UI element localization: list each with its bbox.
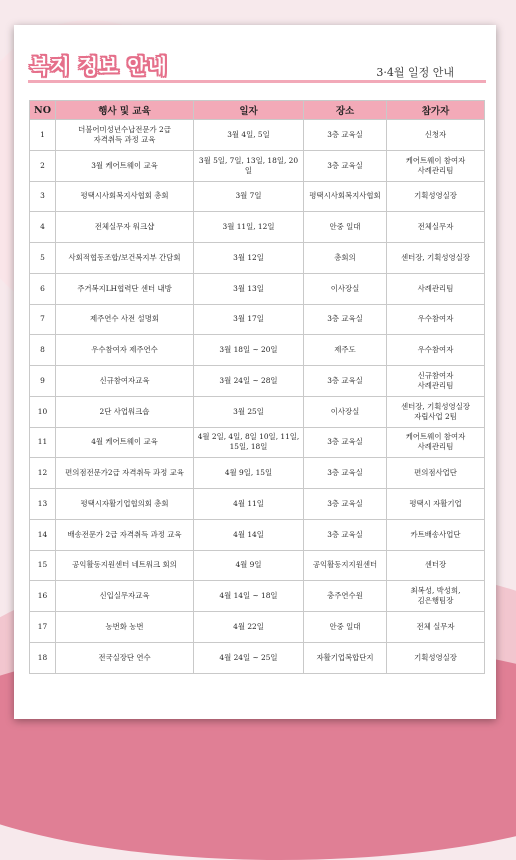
schedule-table (29, 100, 485, 674)
cell-no: 9 (30, 366, 56, 397)
cell-event: 2단 사업워크숍 (56, 396, 194, 427)
table-row (30, 642, 485, 673)
cell-place: 3층 교육실 (304, 519, 387, 550)
cell-event: 농번화 농번 (56, 612, 194, 643)
cell-place: 이사장실 (304, 396, 387, 427)
table-row (30, 335, 485, 366)
cell-no: 12 (30, 458, 56, 489)
cell-participants: 전체실무자 (387, 212, 485, 243)
cell-no: 7 (30, 304, 56, 335)
table-row (30, 550, 485, 581)
cell-no: 15 (30, 550, 56, 581)
cell-place: 3층 교육실 (304, 120, 387, 151)
cell-date: 4월 9일, 15일 (194, 458, 304, 489)
table-row (30, 366, 485, 397)
cell-date: 3월 5일, 7일, 13일, 18일, 20일 (194, 150, 304, 181)
cell-event: 더불어미성년수납전문가 2급 자격취득 과정 교육 (56, 120, 194, 151)
column-header-event: 행사 및 교육 (56, 101, 194, 120)
cell-participants: 케어트웨이 참여자 사례관리팀 (387, 427, 485, 458)
cell-event: 배송전문가 2급 자격취득 과정 교육 (56, 519, 194, 550)
cell-date: 3월 11일, 12일 (194, 212, 304, 243)
cell-place: 총회의 (304, 243, 387, 274)
cell-no: 4 (30, 212, 56, 243)
cell-place: 안중 일대 (304, 612, 387, 643)
cell-no: 16 (30, 581, 56, 612)
cell-participants: 신규참여자 사례관리팀 (387, 366, 485, 397)
cell-participants: 케어트웨이 참여자 사례관리팀 (387, 150, 485, 181)
table-row (30, 581, 485, 612)
cell-date: 4월 22일 (194, 612, 304, 643)
cell-date: 4월 2일, 4일, 8일 10일, 11일, 15일, 18일 (194, 427, 304, 458)
cell-event: 신규참여자교육 (56, 366, 194, 397)
cell-place: 3층 교육실 (304, 304, 387, 335)
cell-no: 2 (30, 150, 56, 181)
cell-no: 14 (30, 519, 56, 550)
cell-place: 안중 일대 (304, 212, 387, 243)
cell-date: 3월 24일 ~ 28일 (194, 366, 304, 397)
cell-date: 3월 4일, 5일 (194, 120, 304, 151)
cell-place: 3층 교육실 (304, 427, 387, 458)
cell-event: 3월 케어트웨이 교육 (56, 150, 194, 181)
table-row (30, 181, 485, 212)
cell-no: 17 (30, 612, 56, 643)
cell-event: 평택시사회복지사협회 총회 (56, 181, 194, 212)
cell-no: 5 (30, 243, 56, 274)
cell-event: 사회적협동조합/보건복지부 간담회 (56, 243, 194, 274)
cell-participants: 센터장, 기획성영실장 자립사업 2팀 (387, 396, 485, 427)
cell-place: 3층 교육실 (304, 150, 387, 181)
cell-event: 공익활동지원센터 네트워크 회의 (56, 550, 194, 581)
table-row (30, 427, 485, 458)
cell-date: 4월 14일 ~ 18일 (194, 581, 304, 612)
cell-event: 주거복지LH협력단 센터 내방 (56, 273, 194, 304)
cell-event: 편의점전문가2급 자격취득 과정 교육 (56, 458, 194, 489)
cell-place: 평택시사회복지사협회 (304, 181, 387, 212)
cell-date: 4월 11일 (194, 489, 304, 520)
cell-participants: 신청자 (387, 120, 485, 151)
cell-participants: 센터장, 기획성영실장 (387, 243, 485, 274)
cell-no: 11 (30, 427, 56, 458)
cell-date: 3월 18일 ~ 20일 (194, 335, 304, 366)
table-row (30, 489, 485, 520)
table-row (30, 396, 485, 427)
cell-participants: 우수참여자 (387, 304, 485, 335)
cell-no: 1 (30, 120, 56, 151)
cell-participants: 평택시 자활기업 (387, 489, 485, 520)
cell-participants: 기획성영실장 (387, 181, 485, 212)
column-header-date: 일자 (194, 101, 304, 120)
column-header-participants: 참가자 (387, 101, 485, 120)
cell-event: 신입실무자교육 (56, 581, 194, 612)
cell-event: 제주연수 사전 설명회 (56, 304, 194, 335)
cell-date: 3월 13일 (194, 273, 304, 304)
table-row (30, 612, 485, 643)
title-divider (28, 80, 486, 83)
cell-no: 10 (30, 396, 56, 427)
cell-date: 3월 7일 (194, 181, 304, 212)
cell-place: 3층 교육실 (304, 489, 387, 520)
cell-place: 이사장실 (304, 273, 387, 304)
table-row (30, 150, 485, 181)
cell-event: 평택시자활기업협의회 총회 (56, 489, 194, 520)
cell-event: 전체실무자 워크샵 (56, 212, 194, 243)
cell-place: 자활기업복합단지 (304, 642, 387, 673)
table-row (30, 273, 485, 304)
table-row (30, 304, 485, 335)
cell-date: 4월 24일 ~ 25일 (194, 642, 304, 673)
cell-date: 4월 14일 (194, 519, 304, 550)
cell-place: 3층 교육실 (304, 458, 387, 489)
cell-date: 3월 17일 (194, 304, 304, 335)
cell-date: 3월 25일 (194, 396, 304, 427)
cell-place: 제주도 (304, 335, 387, 366)
cell-place: 충주연수원 (304, 581, 387, 612)
cell-event: 4월 케어트웨이 교육 (56, 427, 194, 458)
table-row (30, 458, 485, 489)
table-row (30, 519, 485, 550)
cell-event: 우수참여자 제주연수 (56, 335, 194, 366)
cell-no: 8 (30, 335, 56, 366)
cell-no: 3 (30, 181, 56, 212)
cell-date: 3월 12일 (194, 243, 304, 274)
table-row (30, 243, 485, 274)
cell-participants: 기획성영실장 (387, 642, 485, 673)
cell-participants: 전체 실무자 (387, 612, 485, 643)
page-subtitle: 3·4월 일정 안내 (376, 66, 454, 79)
cell-no: 18 (30, 642, 56, 673)
table-header-row (30, 101, 485, 120)
table-row (30, 212, 485, 243)
cell-place: 3층 교육실 (304, 366, 387, 397)
cell-no: 6 (30, 273, 56, 304)
cell-participants: 카트배송사업단 (387, 519, 485, 550)
cell-participants: 최복성, 박성희, 김은행팀장 (387, 581, 485, 612)
column-header-no: NO (30, 101, 56, 120)
column-header-place: 장소 (304, 101, 387, 120)
cell-date: 4월 9일 (194, 550, 304, 581)
cell-event: 전국실장단 연수 (56, 642, 194, 673)
cell-place: 공익활동지지원센터 (304, 550, 387, 581)
cell-no: 13 (30, 489, 56, 520)
cell-participants: 우수참여자 (387, 335, 485, 366)
table-row (30, 120, 485, 151)
cell-participants: 사례관리팀 (387, 273, 485, 304)
page-title: 복지 정보 안내 (30, 54, 168, 78)
cell-participants: 센터장 (387, 550, 485, 581)
cell-participants: 편의점사업단 (387, 458, 485, 489)
